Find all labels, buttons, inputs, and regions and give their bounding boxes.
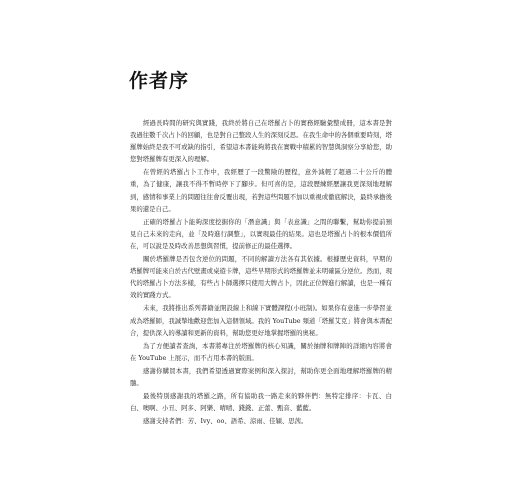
paragraph-7: 感謝你購買本書，我們希望透過實際案例和深入探討，幫助你更全面地理解塔羅牌的精髓。 (130, 366, 392, 387)
paragraph-9: 感謝支持者們：芳、Ivy、oo、語希、涼雨、佳穎、思茜。 (143, 417, 308, 426)
paragraph-1: 經過長時間的研究與實踐，我終於將自己在塔羅占卜的實務經驗彙整成冊，這本書是對我過往數千次占卜的回顧，也是對自己整段人生的深刻反思。在我生命中的各個重要時刻，塔羅牌始終是我不可或缺的指引，希望這本書能夠將我在實戰中積累的智慧與洞察分享給您，助您對塔羅牌有更深入的理解。 (130, 119, 393, 164)
preface-body (130, 117, 392, 428)
page-title: 作者序 (129, 70, 190, 92)
paragraph-4: 關於塔羅牌是否包含逆位的問題，不同的解讀方法各有其依據。根據歷史資料，早期的塔羅牌可能來自於古代壁畫或桌遊卡牌，這些早期形式的塔羅牌並未明確區分逆位。然而，現代的塔羅占卜方法多樣，有些占卜師選擇只使用大牌占卜，因此正位牌進行解讀，也是一種有效的實踐方式。 (130, 255, 393, 300)
paragraph-3: 正確的塔羅占卜能夠深度挖掘你的「潛意識」與「表意識」之間的聯繫，幫助你提前預見自己未來的走向，並「及時進行調整」，以實現最佳的結果。這也是塔羅占卜的根本價值所在，可以說是及時改善思想與習慣，提前修正的最佳選擇。 (130, 217, 392, 250)
paragraph-2: 在曾經的塔羅占卜工作中，我經歷了一段驚險的歷程，意外減輕了超過二十公斤的體重，為了健康，讓我不得不暫時停下了腳步。但可喜的是，這段歷練經歷讓我更深刻地理解到，感情和事業上的問題往往會反覆出現，若對這些問題不加以重視或徹底解決，最終承擔後果的還是自己。 (130, 168, 393, 213)
paragraph-6: 為了方便讀者查詢，本書將專注於塔羅牌的核心知識，關於抽牌和牌陣的詳細內容將會在 YouTube 上展示，而不占用本書的版面。 (130, 341, 392, 362)
paragraph-8: 最後特別感謝我的塔羅之路，所有協助我一路走來的夥伴們：無特定排序：卡瓦、白白、噢啊、小丑、阿多、阿樂、晴晴、錢錢、正蕾、甄音、藍藍。 (130, 392, 392, 413)
paragraph-5: 未來，我將推出系列書籍並開設線上和線下實體課程(小班制)。如果你有意進一步學習並成為塔羅師，我誠摯地歡迎您加入這個領域。我的 YouTube 頻道「塔羅艾克」將會與本書配合，提供深入的導讀和更新的資料，幫助您更好地掌握塔羅的奧秘。 (130, 304, 393, 337)
